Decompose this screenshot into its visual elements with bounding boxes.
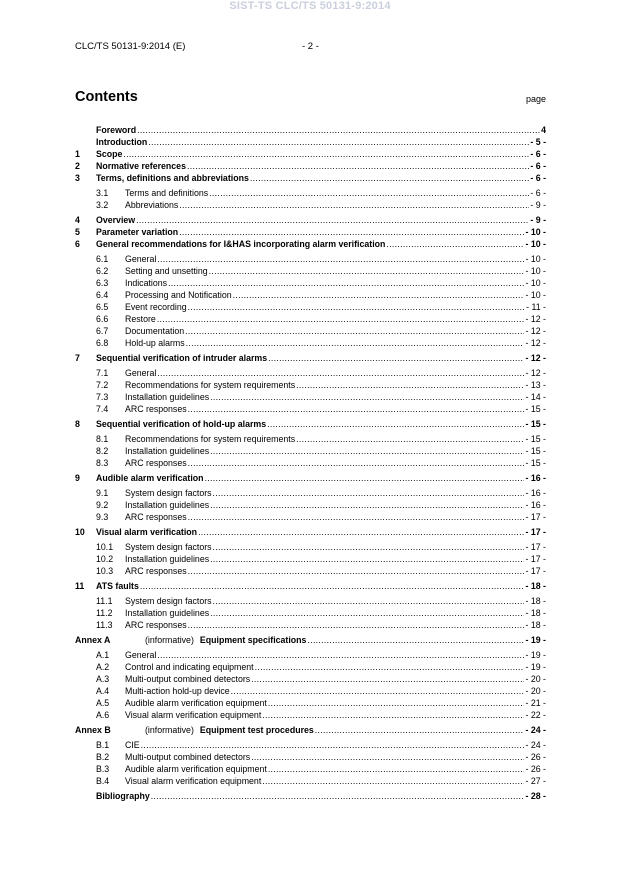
toc-entry-title: Introduction [96,137,148,147]
toc-entry-number: 7.3 [96,392,109,402]
toc-entry-number: 5 [75,227,80,237]
toc-entry[interactable] [75,553,546,565]
toc-entry[interactable] [75,565,546,577]
toc-entry[interactable] [75,403,546,415]
page-number: - 2 - [302,41,319,52]
toc-entry[interactable] [75,313,546,325]
toc-entry-number: 7 [75,353,80,363]
toc-entry-title: CIE [125,740,140,750]
toc-entry[interactable] [75,136,546,148]
toc-entry-page: - 26 - [525,752,546,762]
toc-entry-page: - 17 - [525,527,546,537]
toc-entry-page: - 22 - [525,710,546,720]
toc-entry[interactable] [75,352,546,364]
toc-dot-leader [188,301,525,313]
toc-entry-title: Restore [125,314,156,324]
toc-entry-page: - 17 - [525,566,546,576]
toc-dot-leader [267,418,524,430]
toc-entry-title: System design factors [125,596,212,606]
toc-entry-page: - 12 - [525,353,546,363]
toc-entry-title: Setting and unsetting [125,266,208,276]
toc-entry-number: 6.7 [96,326,109,336]
toc-dot-leader [157,649,524,661]
toc-dot-leader [179,199,529,211]
toc-entry-page: - 24 - [525,725,546,735]
toc-entry-page: - 10 - [525,227,546,237]
toc-dot-leader [137,124,540,136]
toc-entry-title: Installation guidelines [125,554,210,564]
toc-entry-number: 11.3 [96,620,113,630]
toc-dot-leader [148,136,529,148]
toc-entry-number: 7.4 [96,404,109,414]
toc-entry[interactable] [75,301,546,313]
toc-entry-title: ARC responses [125,512,187,522]
toc-entry-title: Documentation [125,326,185,336]
toc-entry[interactable] [75,379,546,391]
toc-entry-number: Annex B [75,725,111,735]
toc-entry-page: - 10 - [525,254,546,264]
toc-entry-number: B.4 [96,776,110,786]
toc-entry-page: - 18 - [525,608,546,618]
toc-entry[interactable] [75,265,546,277]
toc-entry-page: - 15 - [525,446,546,456]
toc-entry-title: Multi-output combined detectors [125,752,251,762]
toc-entry-page: - 27 - [525,776,546,786]
toc-entry-page: - 14 - [525,392,546,402]
toc-entry[interactable] [75,595,546,607]
toc-entry[interactable] [75,673,546,685]
toc-entry-page: - 19 - [525,650,546,660]
toc-entry-number: 7.2 [96,380,109,390]
page-column-label: page [525,94,546,104]
toc-entry-number: 11.1 [96,596,113,606]
toc-entry-number: 3.1 [96,188,109,198]
toc-entry-page: - 12 - [525,338,546,348]
toc-dot-leader [213,541,525,553]
toc-entry-title: ARC responses [125,566,187,576]
toc-dot-leader [315,724,525,736]
toc-entry[interactable] [75,619,546,631]
toc-entry[interactable] [75,709,546,721]
toc-entry-page: - 17 - [525,542,546,552]
toc-entry-number: 11.2 [96,608,113,618]
toc-entry-title: Hold-up alarms [125,338,185,348]
toc-entry-number: A.3 [96,674,110,684]
toc-dot-leader [157,367,524,379]
toc-entry-title: General [125,254,157,264]
toc-entry-number: 8 [75,419,80,429]
toc-entry-title: Event recording [125,302,187,312]
toc-entry-number: 6.4 [96,290,109,300]
toc-entry[interactable] [75,724,546,736]
toc-dot-leader [210,499,524,511]
toc-entry[interactable] [75,685,546,697]
toc-entry[interactable] [75,526,546,538]
toc-dot-leader [123,148,529,160]
toc-entry-number: Annex A [75,635,111,645]
toc-dot-leader [188,565,525,577]
toc-dot-leader [268,697,525,709]
toc-entry-page: - 26 - [525,764,546,774]
toc-entry-page: - 17 - [525,512,546,522]
toc-entry-page: - 6 - [530,149,546,159]
toc-entry-title: Processing and Notification [125,290,232,300]
toc-entry-number: 6.6 [96,314,109,324]
toc-entry-title: ARC responses [125,620,187,630]
toc-entry-page: - 6 - [530,161,546,171]
toc-dot-leader [151,790,525,802]
toc-entry-number: 11 [75,581,85,591]
table-of-contents [75,124,546,802]
toc-entry[interactable] [75,739,546,751]
toc-entry-title: Abbreviations [125,200,179,210]
toc-entry-page: - 17 - [525,554,546,564]
toc-dot-leader [307,634,524,646]
toc-entry-number: 6.5 [96,302,109,312]
toc-dot-leader [296,433,524,445]
toc-entry-number: 7.1 [96,368,109,378]
toc-entry-page: - 11 - [526,302,546,312]
toc-entry[interactable] [75,337,546,349]
toc-dot-leader [210,445,524,457]
toc-entry[interactable] [75,238,546,250]
toc-entry-title: Equipment specifications [199,635,307,645]
toc-entry-title: System design factors [125,488,212,498]
toc-entry-title: General [125,650,157,660]
toc-entry-page: - 19 - [525,662,546,672]
toc-entry-page: - 18 - [525,620,546,630]
toc-entry-page: - 15 - [525,458,546,468]
toc-entry-title: Installation guidelines [125,446,210,456]
toc-entry[interactable] [75,775,546,787]
toc-entry-page: - 10 - [525,290,546,300]
toc-entry-title: Recommendations for system requirements [125,434,296,444]
toc-entry[interactable] [75,634,546,646]
toc-entry-title: Sequential verification of hold-up alarms [96,419,267,429]
toc-entry-number: 9.2 [96,500,109,510]
toc-entry-page: - 15 - [525,404,546,414]
watermark: SIST-TS CLC/TS 50131-9:2014 [229,0,391,12]
toc-entry-page: - 12 - [525,326,546,336]
toc-entry-title: Normative references [96,161,186,171]
toc-entry-page: - 21 - [525,698,546,708]
toc-entry-number: 3.2 [96,200,109,210]
toc-entry-title: Multi-action hold-up device [125,686,230,696]
toc-entry-number: A.4 [96,686,110,696]
toc-entry-page: - 16 - [525,500,546,510]
toc-entry-title: Audible alarm verification [96,473,204,483]
toc-entry-page: - 10 - [525,278,546,288]
toc-entry-title: Sequential verification of intruder alarms [96,353,268,363]
toc-dot-leader [231,685,525,697]
toc-entry-title: Foreword [96,125,137,135]
toc-entry-title: ARC responses [125,404,187,414]
toc-entry-page: - 20 - [525,674,546,684]
toc-dot-leader [386,238,524,250]
toc-entry[interactable] [75,763,546,775]
toc-dot-leader [213,487,525,499]
toc-dot-leader [188,511,525,523]
toc-entry-number: B.3 [96,764,110,774]
toc-entry[interactable] [75,325,546,337]
toc-entry-title: Overview [96,215,136,225]
toc-entry-title: System design factors [125,542,212,552]
toc-dot-leader [255,661,525,673]
toc-dot-leader [188,457,525,469]
toc-entry-number: 10.3 [96,566,114,576]
toc-entry[interactable] [75,445,546,457]
toc-entry-number: 6.3 [96,278,109,288]
toc-entry[interactable] [75,751,546,763]
toc-entry-page: - 16 - [525,473,546,483]
toc-entry-page: - 12 - [525,368,546,378]
toc-entry-page: - 24 - [525,740,546,750]
toc-entry-title: Installation guidelines [125,608,210,618]
toc-entry-title: Terms, definitions and abbreviations [96,173,249,183]
toc-dot-leader [168,277,524,289]
toc-entry-title: Installation guidelines [125,392,210,402]
toc-entry-number: 8.1 [96,434,109,444]
toc-entry-title: ATS faults [96,581,139,591]
toc-dot-leader [185,325,524,337]
toc-entry[interactable] [75,499,546,511]
toc-dot-leader [141,739,525,751]
toc-entry-number: 4 [75,215,80,225]
toc-entry[interactable] [75,199,546,211]
toc-dot-leader [187,160,529,172]
toc-dot-leader [251,751,524,763]
toc-entry-title: Audible alarm verification equipment [125,764,267,774]
toc-entry-page: - 5 - [530,137,546,147]
toc-dot-leader [188,403,525,415]
toc-entry-page: - 28 - [525,791,546,801]
toc-dot-leader [179,226,524,238]
toc-dot-leader [251,673,524,685]
toc-entry-page: - 13 - [525,380,546,390]
toc-entry-title: Scope [96,149,123,159]
toc-entry[interactable] [75,487,546,499]
toc-entry-title: Parameter variation [96,227,179,237]
toc-entry[interactable] [75,391,546,403]
toc-entry-title: Visual alarm verification equipment [125,710,262,720]
toc-dot-leader [213,595,525,607]
toc-entry[interactable] [75,457,546,469]
toc-entry-number: B.2 [96,752,110,762]
toc-dot-leader [233,289,525,301]
toc-entry-number: 6.1 [96,254,109,264]
toc-entry-page: - 12 - [525,314,546,324]
toc-entry-page: 4 [541,125,546,135]
toc-entry-page: - 6 - [530,188,546,198]
toc-dot-leader [210,607,524,619]
toc-entry-number: 3 [75,173,80,183]
toc-entry-annex-type: (informative) [145,635,194,645]
toc-entry-number: 10.1 [96,542,114,552]
toc-entry[interactable] [75,289,546,301]
toc-entry-title: Terms and definitions [125,188,209,198]
toc-entry-title: Installation guidelines [125,500,210,510]
toc-entry-title: ARC responses [125,458,187,468]
contents-heading: Contents [75,89,138,105]
toc-entry-title: Visual alarm verification equipment [125,776,262,786]
toc-entry[interactable] [75,214,546,226]
toc-entry[interactable] [75,226,546,238]
toc-entry[interactable] [75,160,546,172]
toc-entry-number: 6.8 [96,338,109,348]
toc-entry-page: - 19 - [525,635,546,645]
toc-entry-number: 9 [75,473,80,483]
toc-entry-page: - 16 - [525,488,546,498]
toc-dot-leader [209,265,525,277]
toc-entry-number: 10 [75,527,85,537]
toc-dot-leader [186,337,525,349]
toc-entry[interactable] [75,124,546,136]
toc-dot-leader [188,619,525,631]
toc-entry-number: A.2 [96,662,110,672]
toc-entry[interactable] [75,418,546,430]
toc-dot-leader [268,352,524,364]
toc-entry[interactable] [75,580,546,592]
toc-dot-leader [136,214,529,226]
toc-entry-title: Control and indicating equipment [125,662,254,672]
toc-dot-leader [205,472,525,484]
toc-entry-number: A.6 [96,710,110,720]
toc-entry[interactable] [75,253,546,265]
toc-entry-title: Recommendations for system requirements [125,380,296,390]
toc-dot-leader [250,172,530,184]
toc-entry[interactable] [75,661,546,673]
toc-entry-page: - 10 - [525,239,546,249]
toc-entry-number: 1 [75,149,80,159]
toc-entry[interactable] [75,472,546,484]
toc-entry-title: Visual alarm verification [96,527,198,537]
toc-dot-leader [198,526,524,538]
toc-entry[interactable] [75,697,546,709]
toc-entry-page: - 10 - [525,266,546,276]
toc-entry-page: - 18 - [525,581,546,591]
toc-entry-number: 9.3 [96,512,109,522]
toc-entry-title: Equipment test procedures [199,725,314,735]
toc-entry-number: 9.1 [96,488,109,498]
toc-dot-leader [157,313,525,325]
toc-entry-number: B.1 [96,740,110,750]
toc-dot-leader [296,379,524,391]
toc-entry[interactable] [75,148,546,160]
toc-entry-number: 2 [75,161,80,171]
toc-entry[interactable] [75,433,546,445]
toc-entry-title: General [125,368,157,378]
toc-entry-number: 10.2 [96,554,114,564]
toc-dot-leader [209,187,529,199]
toc-entry-title: Multi-output combined detectors [125,674,251,684]
toc-entry[interactable] [75,187,546,199]
toc-entry-number: A.1 [96,650,110,660]
toc-dot-leader [262,709,524,721]
toc-entry[interactable] [75,367,546,379]
toc-entry-page: - 9 - [530,215,546,225]
toc-dot-leader [210,391,524,403]
toc-entry-page: - 6 - [530,173,546,183]
toc-entry-number: 6 [75,239,80,249]
toc-entry-title: Audible alarm verification equipment [125,698,267,708]
toc-entry-page: - 18 - [525,596,546,606]
toc-entry-page: - 9 - [530,200,546,210]
toc-entry-number: 8.2 [96,446,109,456]
toc-dot-leader [210,553,524,565]
toc-entry-title: Indications [125,278,168,288]
toc-entry-annex-type: (informative) [145,725,194,735]
toc-entry[interactable] [75,649,546,661]
toc-dot-leader [157,253,524,265]
document-reference: CLC/TS 50131-9:2014 (E) [75,41,186,52]
toc-entry[interactable] [75,172,546,184]
toc-entry-page: - 20 - [525,686,546,696]
toc-dot-leader [140,580,525,592]
toc-entry[interactable] [75,790,546,802]
toc-entry-number: 8.3 [96,458,109,468]
toc-entry-page: - 15 - [525,434,546,444]
toc-entry[interactable] [75,541,546,553]
toc-entry[interactable] [75,511,546,523]
toc-dot-leader [262,775,524,787]
toc-dot-leader [268,763,525,775]
toc-entry-number: 6.2 [96,266,109,276]
toc-entry[interactable] [75,607,546,619]
toc-entry-number: A.5 [96,698,110,708]
toc-entry-page: - 15 - [525,419,546,429]
toc-entry-title: Bibliography [96,791,150,801]
toc-entry-title: General recommendations for I&HAS incorporating alarm verification [96,239,386,249]
toc-entry[interactable] [75,277,546,289]
